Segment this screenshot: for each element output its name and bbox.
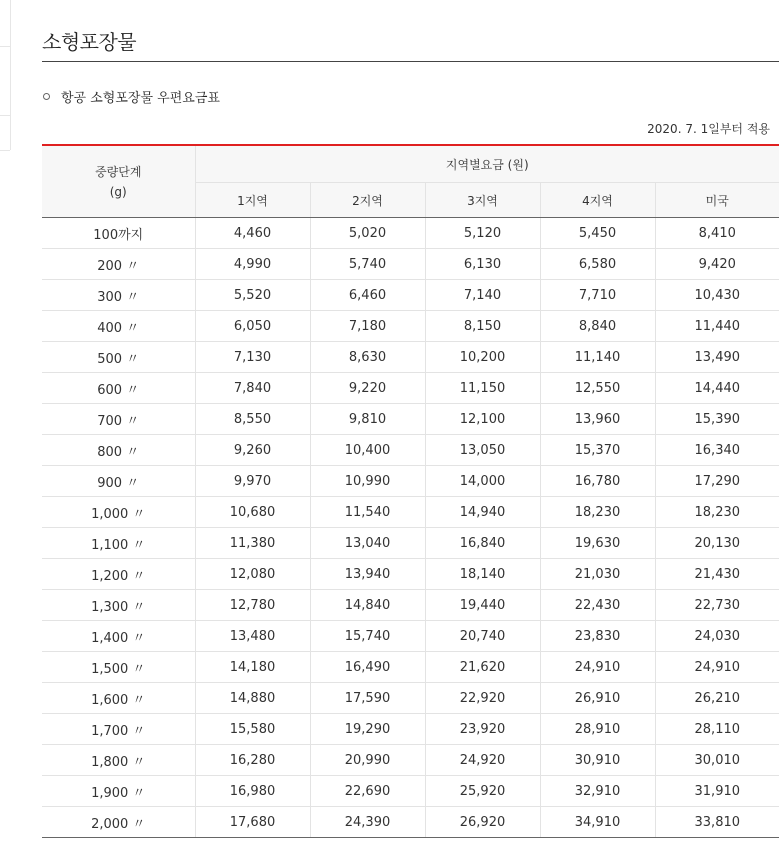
price-cell: 15,580: [195, 714, 310, 745]
weight-cell: 400 〃: [42, 311, 195, 342]
weight-cell: 1,800 〃: [42, 745, 195, 776]
price-cell: 5,740: [310, 249, 425, 280]
price-cell: 23,920: [425, 714, 540, 745]
weight-cell: 600 〃: [42, 373, 195, 404]
price-cell: 5,450: [540, 218, 655, 249]
price-cell: 11,440: [655, 311, 779, 342]
left-panel-divider: [0, 115, 10, 116]
price-cell: 20,130: [655, 528, 779, 559]
price-cell: 18,140: [425, 559, 540, 590]
price-cell: 5,120: [425, 218, 540, 249]
price-cell: 34,910: [540, 807, 655, 838]
table-row: [42, 683, 779, 714]
region-header-2: 2지역: [310, 183, 425, 218]
price-cell: 6,050: [195, 311, 310, 342]
effective-date: 2020. 7. 1일부터 적용: [647, 122, 770, 136]
price-cell: 7,710: [540, 280, 655, 311]
table-row: [42, 404, 779, 435]
price-cell: 12,780: [195, 590, 310, 621]
price-cell: 14,180: [195, 652, 310, 683]
rate-table-body: [42, 218, 779, 838]
price-cell: 14,000: [425, 466, 540, 497]
price-cell: 10,200: [425, 342, 540, 373]
price-cell: 22,920: [425, 683, 540, 714]
price-cell: 7,130: [195, 342, 310, 373]
weight-cell: 1,300 〃: [42, 590, 195, 621]
table-row: [42, 528, 779, 559]
weight-cell: 2,000 〃: [42, 807, 195, 838]
table-row: [42, 218, 779, 249]
price-cell: 9,420: [655, 249, 779, 280]
price-cell: 8,550: [195, 404, 310, 435]
left-panel-divider: [0, 46, 10, 47]
weight-cell: 500 〃: [42, 342, 195, 373]
price-cell: 10,680: [195, 497, 310, 528]
price-cell: 30,910: [540, 745, 655, 776]
price-cell: 6,130: [425, 249, 540, 280]
price-cell: 4,460: [195, 218, 310, 249]
price-cell: 8,840: [540, 311, 655, 342]
weight-cell: 300 〃: [42, 280, 195, 311]
price-cell: 12,550: [540, 373, 655, 404]
page-title: 소형포장물: [42, 30, 137, 54]
price-cell: 9,260: [195, 435, 310, 466]
price-cell: 24,030: [655, 621, 779, 652]
price-cell: 17,680: [195, 807, 310, 838]
price-cell: 14,840: [310, 590, 425, 621]
price-cell: 16,340: [655, 435, 779, 466]
price-cell: 7,140: [425, 280, 540, 311]
price-cell: 16,490: [310, 652, 425, 683]
weight-cell: 1,900 〃: [42, 776, 195, 807]
table-row: [42, 466, 779, 497]
price-cell: 28,910: [540, 714, 655, 745]
price-cell: 11,140: [540, 342, 655, 373]
price-cell: 6,460: [310, 280, 425, 311]
price-cell: 30,010: [655, 745, 779, 776]
price-cell: 13,960: [540, 404, 655, 435]
price-cell: 20,740: [425, 621, 540, 652]
price-cell: 28,110: [655, 714, 779, 745]
price-cell: 20,990: [310, 745, 425, 776]
price-cell: 32,910: [540, 776, 655, 807]
price-cell: 7,180: [310, 311, 425, 342]
price-cell: 16,280: [195, 745, 310, 776]
price-cell: 4,990: [195, 249, 310, 280]
regional-rate-group-header: 지역별요금 (원): [195, 145, 779, 183]
table-row: [42, 249, 779, 280]
weight-cell: 1,600 〃: [42, 683, 195, 714]
price-cell: 8,630: [310, 342, 425, 373]
table-row: [42, 807, 779, 838]
section-subtitle-text: 항공 소형포장물 우편요금표: [61, 90, 220, 106]
left-panel-border: [10, 0, 11, 150]
weight-header-label: 중량단계: [95, 164, 142, 179]
table-row: [42, 342, 779, 373]
table-row: [42, 435, 779, 466]
price-cell: 26,920: [425, 807, 540, 838]
price-cell: 13,490: [655, 342, 779, 373]
price-cell: 33,810: [655, 807, 779, 838]
price-cell: 18,230: [540, 497, 655, 528]
table-row: [42, 373, 779, 404]
region-header-3: 3지역: [425, 183, 540, 218]
left-panel-divider: [0, 150, 10, 151]
price-cell: 17,290: [655, 466, 779, 497]
price-cell: 15,740: [310, 621, 425, 652]
section-subtitle: [42, 86, 220, 106]
table-row: [42, 621, 779, 652]
price-cell: 24,390: [310, 807, 425, 838]
weight-cell: 200 〃: [42, 249, 195, 280]
price-cell: 19,630: [540, 528, 655, 559]
table-row: [42, 497, 779, 528]
price-cell: 21,030: [540, 559, 655, 590]
price-cell: 24,910: [655, 652, 779, 683]
price-cell: 5,020: [310, 218, 425, 249]
weight-cell: 800 〃: [42, 435, 195, 466]
price-cell: 24,920: [425, 745, 540, 776]
price-cell: 10,990: [310, 466, 425, 497]
price-cell: 12,100: [425, 404, 540, 435]
weight-cell: 100까지: [42, 218, 195, 249]
price-cell: 7,840: [195, 373, 310, 404]
price-cell: 10,400: [310, 435, 425, 466]
price-cell: 22,430: [540, 590, 655, 621]
weight-cell: 1,000 〃: [42, 497, 195, 528]
price-cell: 11,150: [425, 373, 540, 404]
price-cell: 14,880: [195, 683, 310, 714]
price-cell: 11,540: [310, 497, 425, 528]
price-cell: 14,940: [425, 497, 540, 528]
price-cell: 22,730: [655, 590, 779, 621]
price-cell: 12,080: [195, 559, 310, 590]
weight-cell: 1,700 〃: [42, 714, 195, 745]
table-row: [42, 590, 779, 621]
price-cell: 19,440: [425, 590, 540, 621]
price-cell: 9,970: [195, 466, 310, 497]
price-cell: 26,210: [655, 683, 779, 714]
price-cell: 31,910: [655, 776, 779, 807]
weight-cell: 1,200 〃: [42, 559, 195, 590]
price-cell: 15,370: [540, 435, 655, 466]
table-row: [42, 714, 779, 745]
postage-rate-table: [42, 144, 779, 838]
price-cell: 26,910: [540, 683, 655, 714]
region-header-1: 1지역: [195, 183, 310, 218]
weight-cell: 1,100 〃: [42, 528, 195, 559]
price-cell: 9,220: [310, 373, 425, 404]
region-header-4: 4지역: [540, 183, 655, 218]
price-cell: 16,780: [540, 466, 655, 497]
price-cell: 13,940: [310, 559, 425, 590]
price-cell: 11,380: [195, 528, 310, 559]
price-cell: 13,480: [195, 621, 310, 652]
price-cell: 17,590: [310, 683, 425, 714]
price-cell: 16,980: [195, 776, 310, 807]
title-divider: [42, 61, 779, 62]
price-cell: 25,920: [425, 776, 540, 807]
weight-cell: 700 〃: [42, 404, 195, 435]
price-cell: 14,440: [655, 373, 779, 404]
region-header-usa: 미국: [655, 183, 779, 218]
price-cell: 5,520: [195, 280, 310, 311]
price-cell: 24,910: [540, 652, 655, 683]
table-row: [42, 280, 779, 311]
weight-header-unit: (g): [109, 184, 127, 199]
price-cell: 23,830: [540, 621, 655, 652]
price-cell: 22,690: [310, 776, 425, 807]
price-cell: 18,230: [655, 497, 779, 528]
weight-cell: 1,500 〃: [42, 652, 195, 683]
weight-cell: 1,400 〃: [42, 621, 195, 652]
price-cell: 9,810: [310, 404, 425, 435]
price-cell: 15,390: [655, 404, 779, 435]
weight-column-header: [42, 145, 195, 218]
price-cell: 21,430: [655, 559, 779, 590]
price-cell: 19,290: [310, 714, 425, 745]
price-cell: 16,840: [425, 528, 540, 559]
circle-bullet-icon: [43, 93, 50, 100]
price-cell: 13,050: [425, 435, 540, 466]
price-cell: 13,040: [310, 528, 425, 559]
table-row: [42, 559, 779, 590]
price-cell: 8,150: [425, 311, 540, 342]
table-row: [42, 776, 779, 807]
price-cell: 10,430: [655, 280, 779, 311]
weight-cell: 900 〃: [42, 466, 195, 497]
price-cell: 8,410: [655, 218, 779, 249]
table-row: [42, 311, 779, 342]
price-cell: 21,620: [425, 652, 540, 683]
table-row: [42, 652, 779, 683]
table-row: [42, 745, 779, 776]
price-cell: 6,580: [540, 249, 655, 280]
